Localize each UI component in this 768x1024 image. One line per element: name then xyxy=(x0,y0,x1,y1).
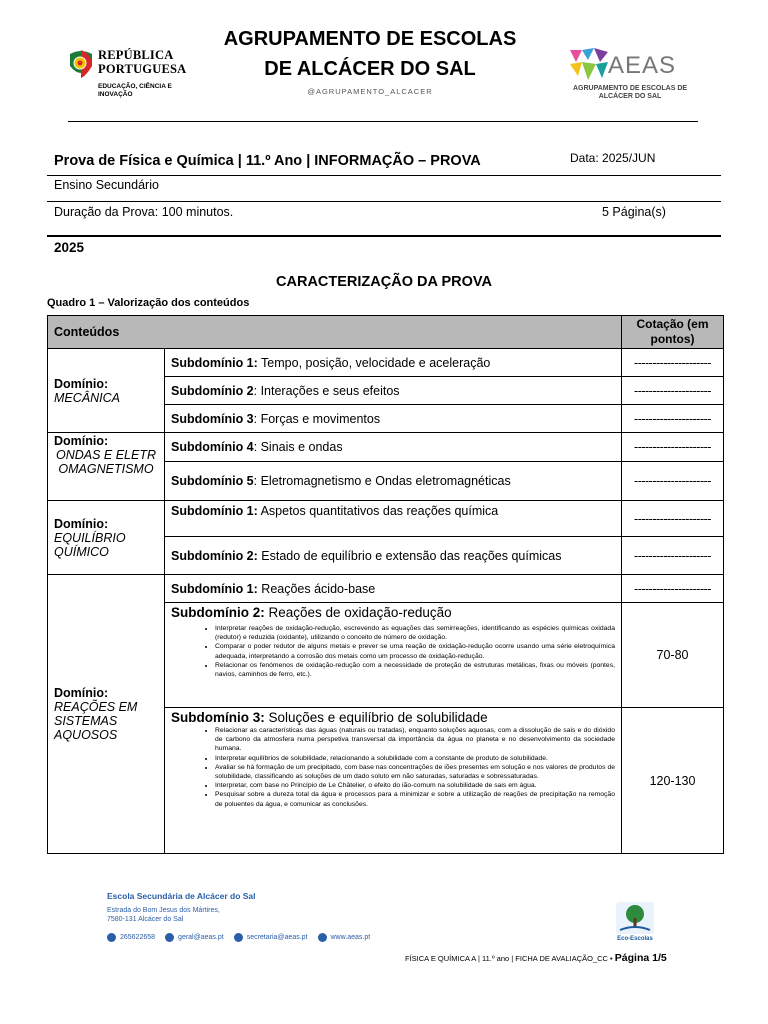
points-cell: --------------------- xyxy=(622,575,724,603)
table-row xyxy=(48,349,724,377)
school-footer xyxy=(107,891,427,924)
aeas-wordmark: AEAS xyxy=(608,52,677,79)
gov-ministry: EDUCAÇÃO, CIÊNCIA E INOVAÇÃO xyxy=(98,83,172,98)
school-title-line1: AGRUPAMENTO DE ESCOLAS xyxy=(223,28,517,50)
info-divider-1 xyxy=(47,175,721,176)
info-divider-3 xyxy=(47,235,721,237)
domain-name: MECÂNICA xyxy=(54,390,120,405)
subdomain-3-goals xyxy=(171,726,615,809)
header-contents: Conteúdos xyxy=(48,316,622,349)
page-number: Página 1/5 xyxy=(614,952,667,964)
footer-school-name: Escola Secundária de Alcácer do Sal xyxy=(107,891,256,901)
footer-address: Estrada do Bom Jesus dos Mártires, 7580-131 Alcácer do Sal xyxy=(107,907,220,923)
subdomain-cell: Subdomínio 2: Reações de oxidação-redução • Interpretar reações de oxidação-redução, escrevendo as equações das semirreações, identificando as espécies químicas oxidada (redutor) e reduzida (oxidante), utilizando o conceito de número de oxidação. • Comparar o poder redutor de alguns metais e prever se uma reação de oxidação-redução ocorre usando uma série eletroquímica adequada, interpretando a corrosão dos metais como um processo de oxidação-redução. • Relacionar os fenómenos de oxidação-redução com a necessidade de proteção de estruturas metálicas, fixas ou móveis (pontes, navios, caminhos de ferro, etc.). xyxy=(165,603,622,708)
list-item: • Interpretar equilíbrios de solubilidade, relacionando a solubilidade com a constante de produto de solubilidade. xyxy=(215,754,615,763)
mail-icon xyxy=(165,933,174,942)
list-item: • Comparar o poder redutor de alguns metais e prever se uma reação de oxidação-redução ocorre usando uma série eletroquímica adequada, interpretando a corrosão dos metais como um processo de oxidação-redução. xyxy=(215,642,615,660)
list-item: • Avaliar se há formação de um precipitado, com base nas concentrações de iões presentes em solução e nos valores de produtos de solubilidade, classificando as soluções de um dado soluto em não saturadas, saturadas e sobressaturadas. xyxy=(215,763,615,781)
subdomain-cell: Subdomínio 2: Interações e seus efeitos xyxy=(165,377,622,405)
exam-title: Prova de Física e Química | 11.º Ano | INFORMAÇÃO – PROVA xyxy=(54,153,481,169)
exam-pages: 5 Página(s) xyxy=(602,205,666,219)
points-cell: --------------------- xyxy=(622,433,724,462)
globe-icon xyxy=(318,933,327,942)
points-cell: --------------------- xyxy=(622,537,724,575)
aeas-mosaic-icon xyxy=(568,46,612,86)
table-caption: Quadro 1 – Valorização dos conteúdos xyxy=(47,297,250,309)
points-cell: --------------------- xyxy=(622,349,724,377)
points-cell: --------------------- xyxy=(622,462,724,501)
domain-label: Domínio: xyxy=(54,516,109,531)
republica-portuguesa-logo xyxy=(68,46,203,106)
subdomain-cell: Subdomínio 1: Tempo, posição, velocidade e aceleração xyxy=(165,349,622,377)
table-row xyxy=(48,433,724,462)
points-cell: 120-130 xyxy=(622,708,724,854)
domain-label: Domínio: xyxy=(54,686,109,700)
domain-name: ONDAS E ELETROMAGNETISMO xyxy=(55,448,157,476)
domain-label: Domínio: xyxy=(54,434,109,448)
footer-email-secretariat[interactable]: secretaria@aeas.pt xyxy=(234,933,308,942)
subdomain-cell: Subdomínio 5: Eletromagnetismo e Ondas eletromagnéticas xyxy=(165,462,622,501)
domain-name: EQUILÍBRIO QUÍMICO xyxy=(54,530,126,559)
points-cell: --------------------- xyxy=(622,405,724,433)
school-title xyxy=(200,24,540,84)
list-item: • Pesquisar sobre a dureza total da água e processos para a minimizar e sobre a utilização de reações de precipitação na remoção de poluentes da água, e comunicar as conclusões. xyxy=(215,790,615,808)
section-title: CARACTERIZAÇÃO DA PROVA xyxy=(276,274,492,290)
list-item: • Interpretar reações de oxidação-redução, escrevendo as equações das semirreações, identificando as espécies químicas oxidada (redutor) e reduzida (oxidante), utilizando o conceito de número de oxidação. xyxy=(215,624,615,642)
subdomain-2-goals xyxy=(171,624,615,679)
footer-email-general[interactable]: geral@aeas.pt xyxy=(165,933,224,942)
list-item: • Relacionar as características das águas (naturais ou tratadas), enquanto soluções aquosas, com a dissolução de sais e do dióxido de carbono da atmosfera numa perspetiva transversal da importância da água no planeta e no desenvolvimento da sociedade humana. xyxy=(215,726,615,754)
subdomain-cell: Subdomínio 2: Estado de equilíbrio e extensão das reações químicas xyxy=(165,537,622,575)
footer-contacts xyxy=(107,933,370,942)
header-points: Cotação (em pontos) xyxy=(622,316,724,349)
gov-name-line1: REPÚBLICA xyxy=(98,48,174,62)
domain-ondas xyxy=(48,433,165,501)
gov-name-line2: PORTUGUESA xyxy=(98,62,187,76)
aeas-logo xyxy=(568,46,688,106)
mail-icon xyxy=(234,933,243,942)
info-divider-2 xyxy=(47,201,721,202)
contents-table xyxy=(47,315,724,854)
footer-phone: 265622658 xyxy=(107,933,155,942)
list-item: • Interpretar, com base no Princípio de Le Châtelier, o efeito do ião-comum na solubilidade de sais em água. xyxy=(215,781,615,790)
domain-mecanica xyxy=(48,349,165,433)
points-cell: --------------------- xyxy=(622,501,724,537)
table-row xyxy=(48,575,724,603)
table-row xyxy=(48,501,724,537)
points-cell: 70-80 xyxy=(622,603,724,708)
domain-equilibrio xyxy=(48,501,165,575)
subdomain-cell: Subdomínio 4: Sinais e ondas xyxy=(165,433,622,462)
exam-level: Ensino Secundário xyxy=(54,178,159,192)
exam-year: 2025 xyxy=(54,240,85,255)
points-cell: --------------------- xyxy=(622,377,724,405)
domain-name: REAÇÕES EM SISTEMAS AQUOSOS xyxy=(54,700,138,742)
eco-escolas-icon xyxy=(612,900,658,936)
table-header-row xyxy=(48,316,724,349)
domain-label: Domínio: xyxy=(54,376,109,391)
page-footer xyxy=(405,952,667,964)
school-handle: @AGRUPAMENTO_ALCACER xyxy=(307,87,433,96)
eco-escolas-label: Eco-Escolas xyxy=(617,936,653,942)
exam-date: Data: 2025/JUN xyxy=(570,151,656,165)
footer-document-label: FÍSICA E QUÍMICA A | 11.º ano | FICHA DE AVALIAÇÃO_CC • xyxy=(405,954,613,963)
exam-duration: Duração da Prova: 100 minutos. xyxy=(54,205,234,219)
footer-website[interactable]: www.aeas.pt xyxy=(318,933,371,942)
school-title-line2: DE ALCÁCER DO SAL xyxy=(264,58,476,80)
domain-reacoes xyxy=(48,575,165,854)
subdomain-cell: Subdomínio 3: Soluções e equilíbrio de solubilidade • Relacionar as características das águas (naturais ou tratadas), enquanto soluções aquosas, com a dissolução de sais e do dióxido de carbono da atmosfera numa perspetiva transversal da importância da água no planeta e no desenvolvimento da sociedade humana. • Interpretar equilíbrios de solubilidade, relacionando a solubilidade com a constante de produto de solubilidade. • Avaliar se há formação de um precipitado, com base nas concentrações de iões presentes em solução e nos valores de produtos de solubilidade, classificando as soluções de um dado soluto em não saturadas, saturadas e sobressaturadas. • Interpretar, com base no Princípio de Le Châtelier, o efeito do ião-comum na solubilidade de sais em água. • Pesquisar sobre a dureza total da água e processos para a minimizar e sobre a utilização de reações de precipitação na remoção de poluentes da água, e comunicar as conclusões. xyxy=(165,708,622,854)
portugal-emblem-icon xyxy=(68,48,94,80)
subdomain-cell: Subdomínio 1: Aspetos quantitativos das reações química xyxy=(165,501,622,537)
aeas-subtitle: AGRUPAMENTO DE ESCOLAS DE ALCÁCER DO SAL xyxy=(572,85,688,100)
header-divider xyxy=(68,121,698,122)
subdomain-cell: Subdomínio 3: Forças e movimentos xyxy=(165,405,622,433)
subdomain-cell: Subdomínio 1: Reações ácido-base xyxy=(165,575,622,603)
list-item: • Relacionar os fenómenos de oxidação-redução com a necessidade de proteção de estruturas metálicas, fixas ou móveis (pontes, navios, caminhos de ferro, etc.). xyxy=(215,661,615,679)
phone-icon xyxy=(107,933,116,942)
eco-escolas-logo xyxy=(612,900,658,946)
